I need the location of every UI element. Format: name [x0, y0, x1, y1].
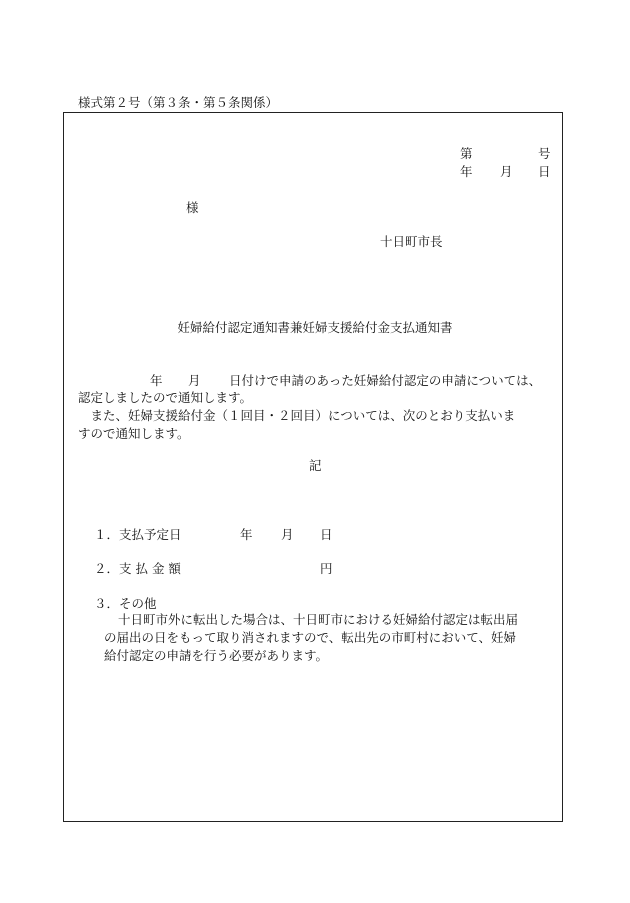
form-number: 様式第２号（第３条・第５条関係）: [78, 95, 279, 110]
date-day: 日: [538, 164, 551, 179]
p1-line2: 認定しましたので通知します。: [78, 390, 253, 405]
p1-month: 月: [188, 373, 201, 388]
number-suffix: 号: [538, 146, 551, 161]
item2-label: ２．支 払 金 額: [94, 561, 181, 576]
issuer-name: 十日町市長: [380, 234, 443, 249]
date-year: 年: [460, 164, 473, 179]
item3-line1: 十日町市外に転出した場合は、十日町市における妊婦給付認定は転出届: [118, 612, 519, 627]
ki-heading: 記: [309, 458, 322, 473]
p1-year: 年: [150, 373, 163, 388]
item1-day: 日: [320, 527, 333, 542]
item1-label: １．支払予定日: [94, 527, 182, 542]
number-prefix: 第: [460, 146, 473, 161]
p2-line2: すので通知します。: [78, 426, 190, 441]
addressee-suffix: 様: [186, 200, 199, 215]
item1-year: 年: [240, 527, 253, 542]
item3-line3: 給付認定の申請を行う必要があります。: [104, 648, 329, 663]
item2-unit: 円: [320, 561, 333, 576]
date-month: 月: [500, 164, 513, 179]
p1-line1-rest: 日付けで申請のあった妊婦給付認定の申請については、: [229, 373, 542, 388]
item3-label: ３．その他: [94, 596, 157, 611]
item3-line2: の届出の日をもって取り消されますので、転出先の市町村において、妊婦: [104, 630, 517, 645]
p2-line1: また、妊婦支援給付金（１回目・２回目）については、次のとおり支払いま: [78, 408, 516, 423]
item1-month: 月: [281, 527, 294, 542]
document-title: 妊婦給付認定通知書兼妊婦支援給付金支払通知書: [177, 320, 453, 335]
